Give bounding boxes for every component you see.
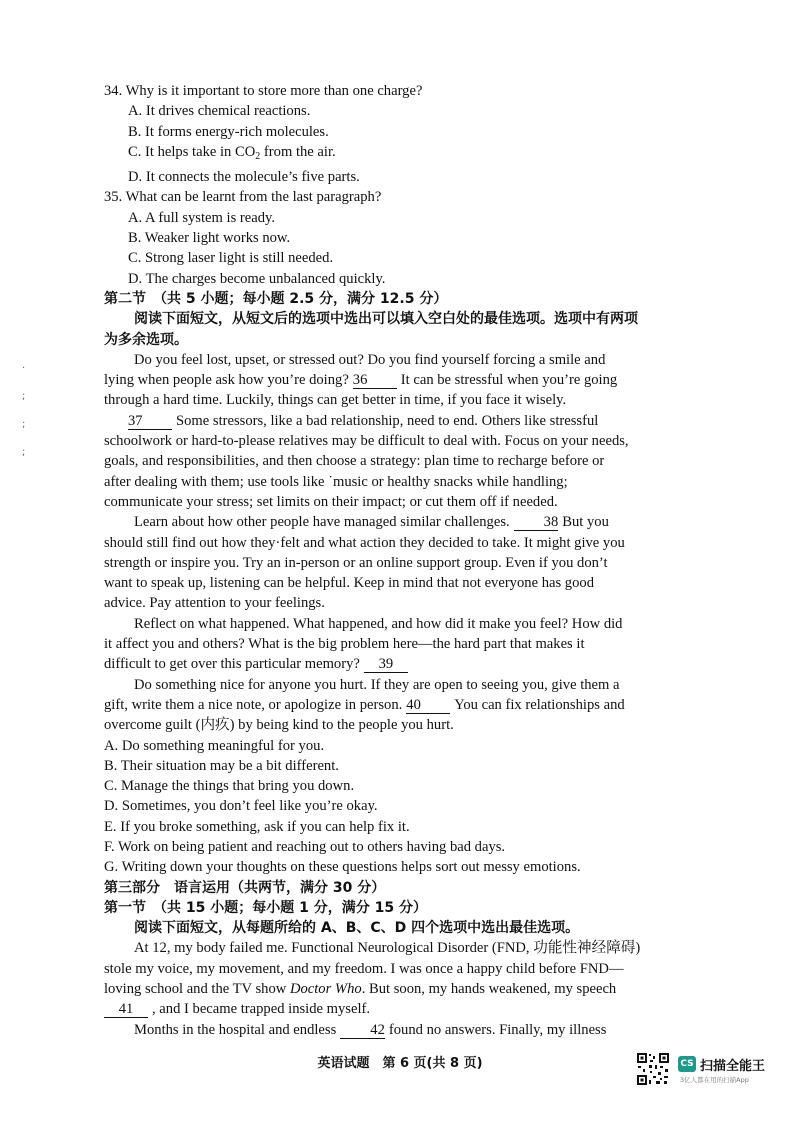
passage-paragraph-1: Do you feel lost, upset, or stressed out? Do you find yourself forcing a smile and lying when people ask how you’re doing? 36 It can be stressful when you’re going through a hard time. Luckily, things can get better in time, if you face it wisely. xyxy=(104,351,618,409)
option-b: B. It forms energy-rich molecules. xyxy=(128,123,329,140)
passage-paragraph-4: Reflect on what happened. What happened, and how did it make you feel? How did it affect you and others? What is the big problem here—the hard part that makes it difficult to get over this particular memory? 39 xyxy=(104,615,623,673)
passage-paragraph-3: Learn about how other people have managed similar challenges. 38 But you should still find out how they·felt and what action they decided to take. It might give you strength or inspire you. Try an in-person or an online support group. Even if you don’t want to speak up, listening can be helpful. Keep in mind that not everyone has good advice. Pay attention to your feelings. xyxy=(104,514,625,612)
option-c: C. It helps take in $CO_2$ from the air. xyxy=(128,143,336,162)
qr-code-icon xyxy=(636,1052,670,1086)
question-34 xyxy=(104,81,708,187)
binding-margin-marks: · ; ; ; xyxy=(22,363,26,458)
blank-36: 36 xyxy=(353,372,397,389)
answer-options xyxy=(104,736,708,878)
option-c: C. Manage the things that bring you down. xyxy=(104,778,355,795)
blank-37: 37 xyxy=(128,413,172,430)
option-f: F. Work on being patient and reaching out to others having bad days. xyxy=(104,838,506,855)
blank-41: 41 xyxy=(104,1001,148,1018)
section-heading: 第一节 （共 15 小题；每小题 1 分，满分 15 分） xyxy=(104,899,427,916)
scanner-app-name: 扫描全能王 xyxy=(700,1059,766,1074)
option-c: C. Strong laser light is still needed. xyxy=(128,250,334,267)
blank-39: 39 xyxy=(364,656,408,673)
question-35 xyxy=(104,187,708,288)
option-b: B. Weaker light works now. xyxy=(128,230,291,247)
section-2 xyxy=(104,289,708,878)
blank-42: 42 xyxy=(340,1022,385,1039)
section-instruction: 阅读下面短文，从短文后的选项中选出可以填入空白处的最佳选项。选项中有两项 xyxy=(134,311,638,328)
section-heading: 第二节 （共 5 小题；每小题 2.5 分，满分 12.5 分） xyxy=(104,290,448,307)
tv-show-title: Doctor Who xyxy=(289,981,362,998)
scanner-watermark xyxy=(636,1052,786,1088)
part-heading: 第三部分 语言运用（共两节，满分 30 分） xyxy=(104,879,386,896)
option-e: E. If you broke something, ask if you can help fix it. xyxy=(104,818,410,835)
scanner-tagline: 3亿人都在用的扫描App xyxy=(680,1076,749,1084)
option-a: A. It drives chemical reactions. xyxy=(128,103,311,120)
page-footer: 英语试题 第 6 页(共 8 页) xyxy=(317,1056,483,1071)
option-d: D. It connects the molecule’s five parts. xyxy=(128,169,360,186)
page-content xyxy=(104,81,708,1040)
question-stem: 35. What can be learnt from the last paragraph? xyxy=(104,189,382,206)
option-d: D. Sometimes, you don’t feel like you’re okay. xyxy=(104,798,378,815)
question-stem: 34. Why is it important to store more than one charge? xyxy=(104,83,423,99)
passage-paragraph-2: 37 Some stressors, like a bad relationship, need to end. Others like stressful schoolwork or hard-to-please relatives may be difficult to deal with. Focus on your needs, goals, and responsibilities, and then choose a strategy: plan time to recharge before or after dealing with them; use tools like ˙music or healthy snacks while handling; communicate your stress; set limits on their impact; or cut them off if needed. xyxy=(104,412,629,510)
camscanner-logo-icon: CS xyxy=(678,1056,696,1072)
cloze-passage: At 12, my body failed me. Functional Neurological Disorder (FND, 功能性神经障碍) stole my voice, my movement, and my freedom. I was once a happy child before FND— loving school and the TV show Doctor Who. But soon, my hands weakened, my speech 41 , and I became trapped inside myself. Months in the hospital and endless 42 found no answers. Finally, my illness xyxy=(104,940,641,1038)
passage-paragraph-5: Do something nice for anyone you hurt. If they are open to seeing you, give them a gift, write them a nice note, or apologize in person. 40 You can fix relationships and overcome guilt (内疚) by being kind to the people you hurt. xyxy=(104,676,625,734)
blank-40: 40 xyxy=(406,697,450,714)
section-instruction-cont: 为多余选项。 xyxy=(104,331,188,348)
option-a: A. Do something meaningful for you. xyxy=(104,737,325,754)
option-g: G. Writing down your thoughts on these questions helps sort out messy emotions. xyxy=(104,859,581,876)
option-a: A. A full system is ready. xyxy=(128,209,276,226)
part-3 xyxy=(104,878,708,1040)
section-instruction: 阅读下面短文，从每题所给的 A、B、C、D 四个选项中选出最佳选项。 xyxy=(134,920,580,937)
blank-38: 38 xyxy=(514,514,559,531)
option-d: D. The charges become unbalanced quickly. xyxy=(128,270,386,287)
option-b: B. Their situation may be a bit different. xyxy=(104,757,339,774)
